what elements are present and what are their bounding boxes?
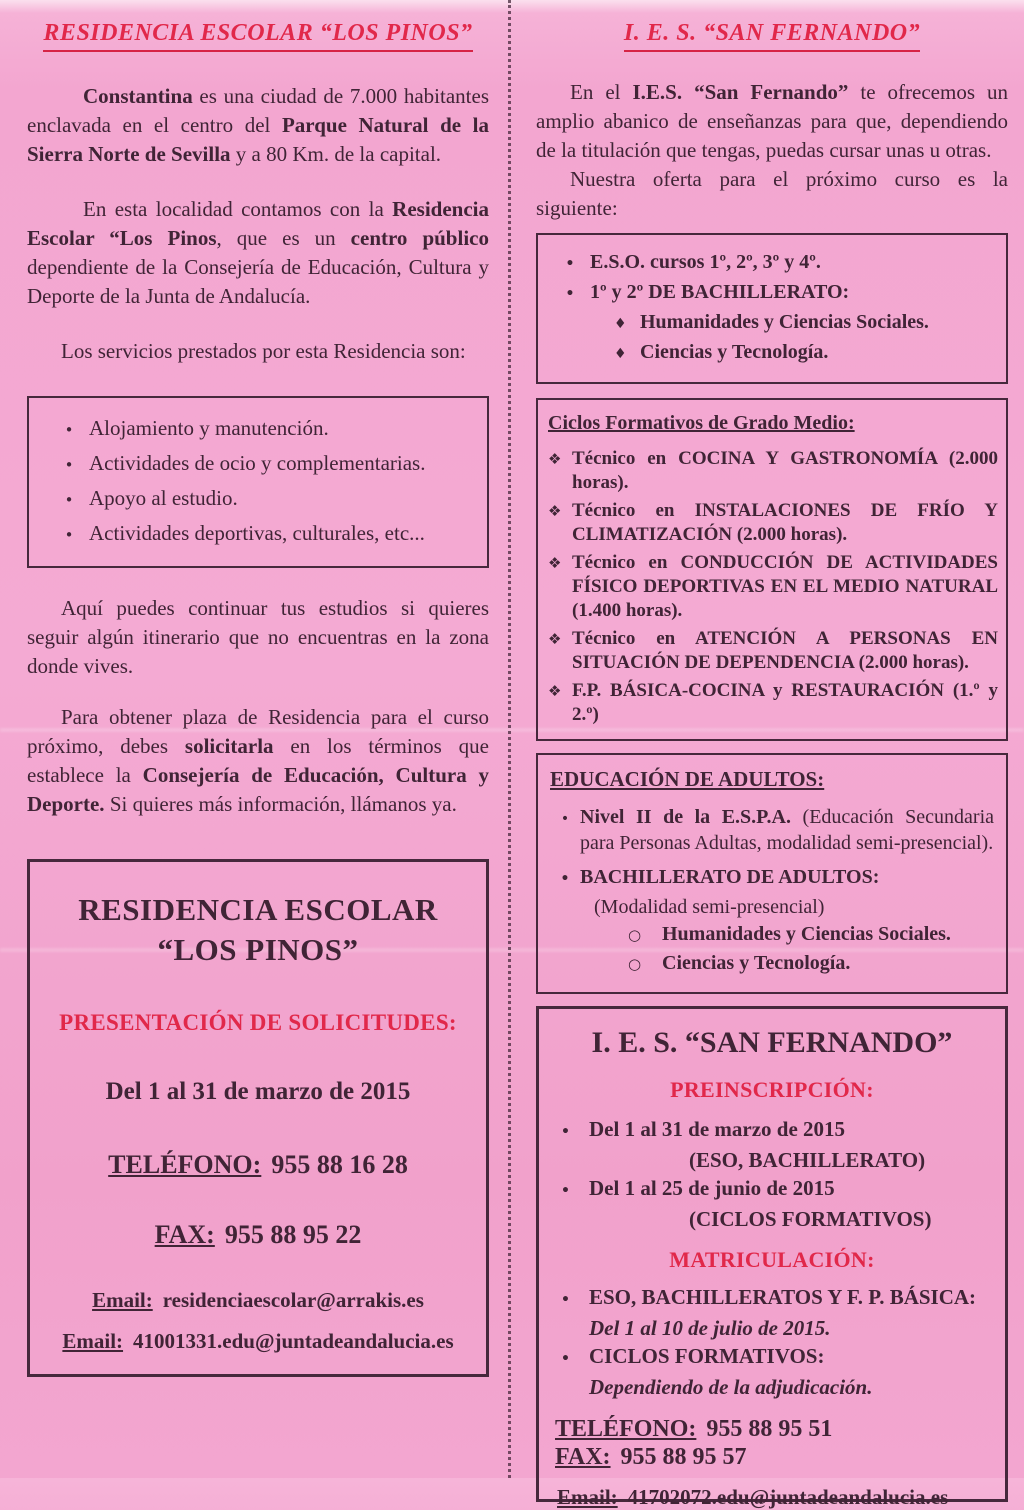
list-item [614, 338, 996, 368]
list-item [548, 551, 998, 623]
email-label: Email: [92, 1288, 153, 1312]
mat-item: CICLOS FORMATIVOS: [589, 1344, 825, 1368]
phone-label: TELÉFONO: [555, 1416, 697, 1442]
email-address: 41702072.edu@juntadeandalucia.es [627, 1485, 949, 1509]
paragraph-continuar: Aquí puedes continuar tus estudios si quieres seguir algún itinerario que no encuentras en la zona donde vives. [27, 596, 489, 678]
bullet-icon: • [565, 286, 575, 302]
scan-top-edge [0, 0, 1024, 13]
bullet-icon: • [561, 1292, 570, 1308]
adultos-note: (Modalidad semi-presencial) [594, 896, 825, 918]
ciclo-label: Técnico en INSTALACIONES DE FRÍO Y CLIMATIZACIÓN (2.000 horas). [572, 500, 998, 545]
fax-number: 955 88 95 22 [224, 1220, 362, 1249]
email-line [557, 1485, 1005, 1510]
adultos-heading: EDUCACIÓN DE ADULTOS: [550, 767, 825, 791]
pre-date: Del 1 al 31 de marzo de 2015 [589, 1117, 846, 1141]
list-item [561, 1283, 1005, 1314]
educacion-adultos-box [536, 753, 1008, 994]
ciclos-heading: Ciclos Formativos de Grado Medio: [548, 412, 855, 434]
right-column [536, 14, 1008, 1509]
preinscripcion-heading: PREINSCRIPCIÓN: [670, 1077, 874, 1102]
email-label: Email: [557, 1485, 618, 1509]
email-address: residenciaescolar@arrakis.es [162, 1288, 424, 1312]
paragraph-obtener-plaza: Para obtener plaza de Residencia para el curso próximo, debes solicitarla en los términos que establece la Consejería de Educación, Cultura y Deporte. Si quieres más información, llámanos ya. [27, 705, 489, 816]
services-box [27, 396, 489, 568]
mat-item: ESO, BACHILLERATOS Y F. P. BÁSICA: [589, 1285, 977, 1309]
phone-label: TELÉFONO: [108, 1150, 262, 1179]
florette-icon: ❖ [548, 502, 562, 520]
pre-note: (CICLOS FORMATIVOS) [689, 1207, 932, 1231]
bullet-icon: • [64, 491, 74, 509]
fax-label: FAX: [154, 1220, 215, 1249]
list-item [49, 482, 479, 517]
phone-line [30, 1150, 486, 1180]
list-item [548, 679, 998, 727]
bullet-icon: • [560, 811, 570, 827]
service-label: Alojamiento y manutención. [89, 416, 329, 440]
offer-sub-label: Humanidades y Ciencias Sociales. [640, 311, 929, 333]
list-item [561, 1115, 1005, 1146]
paragraph-oferta: Nuestra oferta para el próximo curso es la siguiente: [536, 167, 1008, 220]
list-item [548, 627, 998, 675]
list-item [548, 499, 998, 547]
list-item [550, 278, 996, 308]
matriculacion-heading: MATRICULACIÓN: [669, 1247, 875, 1272]
bullet-icon: • [561, 1183, 570, 1199]
florette-icon: ❖ [548, 630, 562, 648]
bullet-icon: • [64, 421, 74, 439]
bullet-icon: • [561, 1351, 570, 1367]
fax-label: FAX: [555, 1444, 611, 1470]
solicitudes-date: Del 1 al 31 de marzo de 2015 [105, 1078, 411, 1105]
paragraph-localidad: En esta localidad contamos con la Residencia Escolar “Los Pinos, que es un centro público dependiente de la Consejería de Educación, Cultura y Deporte de la Junta de Andalucía. [27, 197, 489, 308]
fax-line [30, 1220, 486, 1250]
list-item [550, 864, 994, 892]
diamond-icon: ♦ [614, 346, 627, 362]
fax-line [555, 1443, 1005, 1471]
offer-label: 1º y 2º DE BACHILLERATO: [590, 281, 850, 303]
email-line [30, 1329, 486, 1354]
list-item [628, 949, 994, 978]
circle-icon: ○ [628, 926, 642, 944]
florette-icon: ❖ [548, 682, 562, 700]
phone-line [555, 1415, 1005, 1443]
mat-note: Dependiendo de la adjudicación. [589, 1375, 873, 1399]
florette-icon: ❖ [548, 554, 562, 572]
list-item [550, 804, 994, 856]
florette-icon: ❖ [548, 450, 562, 468]
box-title-line2: “LOS PINOS” [157, 932, 359, 967]
residencia-info-box [27, 859, 489, 1377]
bullet-icon: • [561, 1124, 570, 1140]
offer-label: E.S.O. cursos 1º, 2º, 3º y 4º. [590, 251, 821, 273]
ciclo-label: Técnico en COCINA Y GASTRONOMÍA (2.000 horas). [572, 448, 998, 493]
ies-info-box [536, 1006, 1008, 1509]
list-item [614, 308, 996, 338]
list-item [548, 447, 998, 495]
fax-number: 955 88 95 57 [620, 1444, 747, 1470]
box-title-line1: RESIDENCIA ESCOLAR [78, 892, 438, 927]
right-column-title: I. E. S. “SAN FERNANDO” [624, 20, 920, 52]
bullet-icon: • [565, 256, 575, 272]
email-address: 41001331.edu@juntadeandalucia.es [133, 1329, 454, 1353]
paragraph-constantina: Constantina es una ciudad de 7.000 habitantes enclavada en el centro del Parque Natural de la Sierra Norte de Sevilla y a 80 Km. de la capital. [27, 84, 489, 166]
list-item [561, 1174, 1005, 1205]
ciclo-label: F.P. BÁSICA-COCINA y RESTAURACIÓN (1.º y 2.º) [572, 680, 998, 725]
ciclo-label: Técnico en ATENCIÓN A PERSONAS EN SITUACIÓN DE DEPENDENCIA (2.000 horas). [572, 628, 998, 673]
column-divider [508, 0, 511, 1478]
left-column-title: RESIDENCIA ESCOLAR “LOS PINOS” [43, 20, 472, 52]
service-label: Actividades deportivas, culturales, etc... [89, 521, 425, 545]
adultos-sub-label: Humanidades y Ciencias Sociales. [662, 923, 951, 945]
email-label: Email: [62, 1329, 124, 1353]
adultos-item: Nivel II de la E.S.P.A. (Educación Secundaria para Personas Adultas, modalidad semi-presencial). [580, 806, 994, 854]
adultos-sub-label: Ciencias y Tecnología. [662, 952, 851, 974]
pre-date: Del 1 al 25 de junio de 2015 [589, 1176, 835, 1200]
bullet-icon: • [560, 871, 570, 887]
list-item [49, 412, 479, 447]
list-item [561, 1342, 1005, 1373]
offer-box [536, 233, 1008, 384]
bullet-icon: • [64, 526, 74, 544]
paragraph-ies-intro: En el I.E.S. “San Fernando” te ofrecemos un amplio abanico de enseñanzas para que, dependiendo de la titulación que tengas, puedas cursar unas u otras. [536, 80, 1008, 162]
phone-number: 955 88 95 51 [706, 1416, 833, 1442]
paragraph-servicios-intro: Los servicios prestados por esta Residencia son: [61, 339, 466, 363]
list-item [628, 920, 994, 949]
pre-note: (ESO, BACHILLERATO) [689, 1148, 926, 1172]
list-item [49, 517, 479, 552]
mat-note: Del 1 al 10 de julio de 2015. [589, 1316, 831, 1340]
service-label: Actividades de ocio y complementarias. [89, 451, 426, 475]
list-item [550, 248, 996, 278]
presentacion-heading: PRESENTACIÓN DE SOLICITUDES: [59, 1010, 457, 1035]
service-label: Apoyo al estudio. [89, 486, 238, 510]
ciclos-formativos-box [536, 398, 1008, 741]
adultos-item: BACHILLERATO DE ADULTOS: [580, 866, 880, 888]
bullet-icon: • [64, 456, 74, 474]
diamond-icon: ♦ [614, 316, 627, 332]
email-line [30, 1288, 486, 1313]
circle-icon: ○ [628, 955, 642, 973]
offer-sub-label: Ciencias y Tecnología. [640, 341, 829, 363]
left-column [27, 14, 489, 1377]
list-item [49, 447, 479, 482]
phone-number: 955 88 16 28 [271, 1150, 408, 1179]
box-title: I. E. S. “SAN FERNANDO” [591, 1026, 953, 1059]
ciclo-label: Técnico en CONDUCCIÓN DE ACTIVIDADES FÍSICO DEPORTIVAS EN EL MEDIO NATURAL (1.400 horas). [572, 552, 998, 621]
